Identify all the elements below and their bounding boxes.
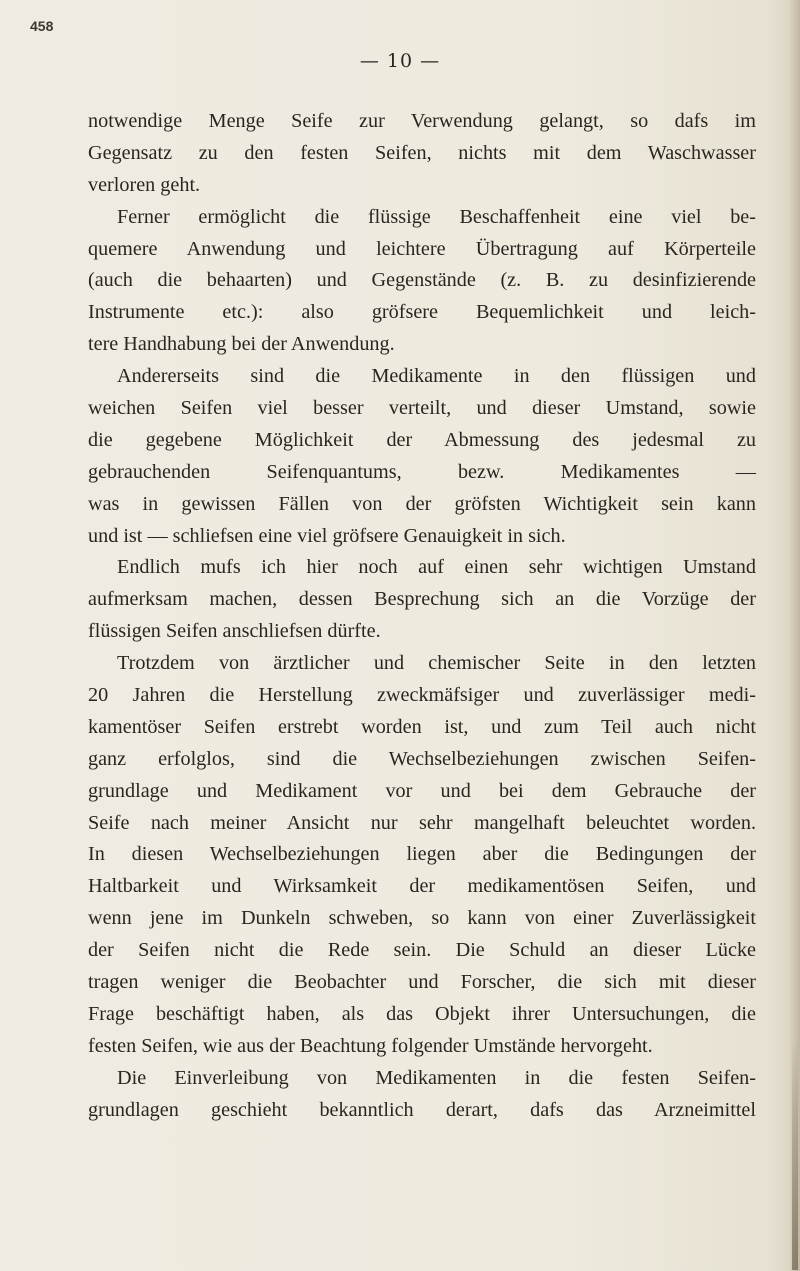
page-number: — 10 — bbox=[359, 50, 441, 72]
text-line: Ferner ermöglicht die flüssige Beschaffenheit eine viel be- bbox=[117, 205, 756, 228]
sheet-number: 458 bbox=[30, 18, 54, 34]
text-line: ganz erfolglos, sind die Wechselbeziehungen zwischen Seifen- bbox=[88, 747, 756, 770]
text-line: verloren geht. bbox=[88, 173, 201, 196]
text-line: flüssigen Seifen anschliefsen dürfte. bbox=[88, 620, 381, 643]
paragraph bbox=[88, 648, 756, 1063]
text-line: Die Einverleibung von Medikamenten in die festen Seifen- bbox=[117, 1066, 756, 1089]
paragraph bbox=[88, 552, 756, 648]
text-line: Endlich mufs ich hier noch auf einen sehr wichtigen Umstand bbox=[117, 556, 756, 579]
edge-shadow bbox=[792, 1040, 798, 1270]
text-line: die gegebene Möglichkeit der Abmessung des jedesmal zu bbox=[88, 428, 756, 451]
text-line: notwendige Menge Seife zur Verwendung gelangt, so dafs im bbox=[88, 110, 756, 132]
text-line: quemere Anwendung und leichtere Übertragung auf Körperteile bbox=[88, 237, 756, 260]
text-line: Haltbarkeit und Wirksamkeit der medikamentösen Seifen, und bbox=[88, 875, 756, 898]
text-line: tere Handhabung bei der Anwendung. bbox=[88, 333, 395, 356]
text-line: festen Seifen, wie aus der Beachtung folgender Umstände hervorgeht. bbox=[88, 1034, 653, 1057]
text-line: 20 Jahren die Herstellung zweckmäfsiger und zuverlässiger medi- bbox=[88, 684, 756, 707]
text-line: gebrauchenden Seifenquantums, bezw. Medikamentes — bbox=[88, 460, 756, 483]
text-line: Trotzdem von ärztlicher und chemischer Seite in den letzten bbox=[117, 652, 756, 675]
text-line: Frage beschäftigt haben, als das Objekt ihrer Untersuchungen, die bbox=[88, 1002, 756, 1025]
text-line: wenn jene im Dunkeln schweben, so kann von einer Zuverlässigkeit bbox=[88, 907, 756, 930]
text-line: weichen Seifen viel besser verteilt, und dieser Umstand, sowie bbox=[88, 397, 756, 420]
text-line: grundlagen geschieht bekanntlich derart, dafs das Arzneimittel bbox=[88, 1098, 756, 1121]
text-line: In diesen Wechselbeziehungen liegen aber die Bedingungen der bbox=[88, 843, 756, 866]
text-line: und ist — schliefsen eine viel gröfsere Genauigkeit in sich. bbox=[88, 524, 566, 547]
text-line: Instrumente etc.): also gröfsere Bequemlichkeit und leich- bbox=[88, 301, 756, 324]
text-line: was in gewissen Fällen von der gröfsten Wichtigkeit sein kann bbox=[88, 492, 756, 515]
text-line: grundlage und Medikament vor und bei dem Gebrauche der bbox=[88, 779, 756, 802]
paragraph bbox=[88, 106, 756, 202]
text-line: aufmerksam machen, dessen Besprechung sich an die Vorzüge der bbox=[88, 588, 756, 611]
text-line: (auch die behaarten) und Gegenstände (z. B. zu desinfizierende bbox=[88, 269, 756, 292]
text-line: tragen weniger die Beobachter und Forscher, die sich mit dieser bbox=[88, 971, 756, 994]
text-line: Gegensatz zu den festen Seifen, nichts mit dem Waschwasser bbox=[88, 141, 756, 164]
body-text bbox=[88, 106, 756, 1127]
text-line: Andererseits sind die Medikamente in den flüssigen und bbox=[117, 365, 756, 388]
paragraph bbox=[88, 361, 756, 552]
paragraph bbox=[88, 202, 756, 361]
paragraph bbox=[88, 1063, 756, 1127]
text-line: kamentöser Seifen erstrebt worden ist, und zum Teil auch nicht bbox=[88, 715, 756, 738]
text-line: der Seifen nicht die Rede sein. Die Schuld an dieser Lücke bbox=[88, 939, 756, 962]
text-line: Seife nach meiner Ansicht nur sehr mangelhaft beleuchtet worden. bbox=[88, 811, 756, 834]
